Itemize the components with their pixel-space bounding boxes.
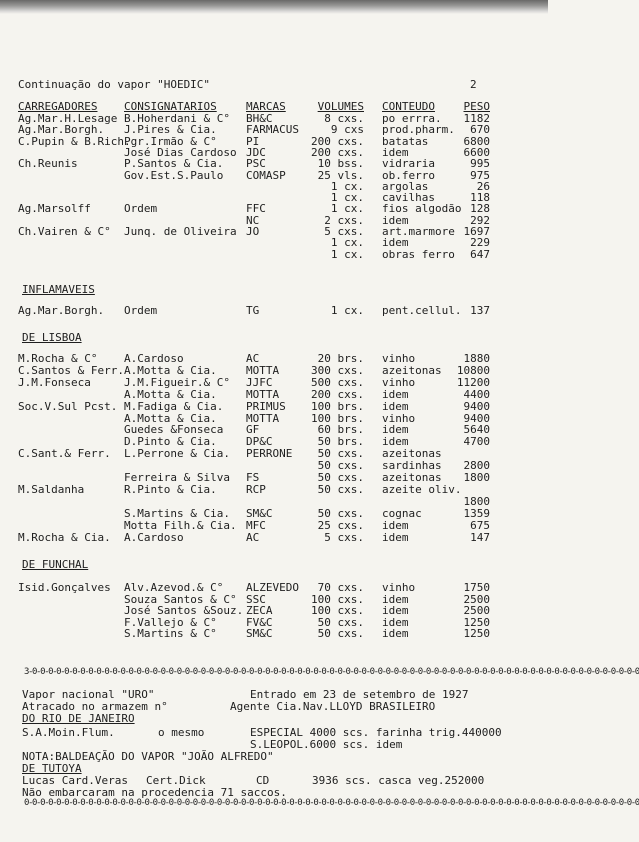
table-row (0, 181, 548, 192)
table-row (0, 508, 548, 519)
footer-lucas-cargo: 3936 scs. casca veg.252000 (312, 774, 485, 787)
cell-consignatario: Souza Santos & C° (124, 592, 237, 606)
cell-conteudo: azeitonas (382, 447, 442, 461)
cell-marca: ZECA (246, 604, 273, 618)
cell-peso: 1359 (463, 506, 490, 520)
cell-carregador: Ch.Reunis (18, 157, 78, 171)
cell-peso: 675 (470, 518, 490, 532)
cell-marca: ALZEVEDO (246, 581, 299, 594)
scan-top-edge (0, 0, 548, 14)
cell-marca: FV&C (246, 615, 273, 629)
cell-volumes: 10 bss. (317, 157, 364, 171)
cell-carregador: C.Sant.& Ferr. (18, 447, 111, 461)
cell-conteudo: idem (382, 213, 409, 227)
table-row (0, 460, 548, 471)
cell-volumes: 50 cxs. (317, 447, 364, 461)
cell-volumes: 1 cx. (330, 191, 364, 205)
cell-peso: 1182 (463, 112, 490, 125)
cell-conteudo: idem (382, 530, 409, 544)
cell-volumes: 1 cx. (330, 202, 364, 216)
cell-consignatario: José Santos &Souz. (124, 604, 244, 618)
table-row (0, 520, 548, 531)
cell-conteudo: cognac (382, 506, 422, 520)
cell-consignatario: P.Santos & Cia. (124, 157, 224, 171)
footer-vapor: Vapor nacional "URO" (22, 688, 155, 701)
cell-volumes: 50 cxs. (317, 471, 364, 484)
cell-conteudo: fios algodão (382, 202, 462, 216)
cell-consignatario: Ordem (124, 202, 158, 216)
cell-conteudo: vinho (382, 375, 416, 389)
table-row (0, 124, 548, 135)
cell-consignatario: B.Hoherdani & C° (124, 112, 230, 125)
cell-consignatario: Guedes &Fonseca (124, 423, 224, 437)
table-row (0, 353, 548, 364)
cell-marca: PRIMUS (246, 399, 286, 413)
cell-volumes: 25 vls. (317, 168, 364, 182)
cell-conteudo: ob.ferro (382, 168, 435, 182)
cell-conteudo: azeitonas (382, 363, 442, 377)
cell-peso: 292 (470, 213, 490, 227)
cell-volumes: 1 cx. (330, 236, 364, 250)
cell-conteudo: idem (382, 518, 409, 532)
column-headers (0, 101, 548, 112)
table-row (0, 617, 548, 628)
cell-conteudo: azeite oliv. (382, 482, 462, 496)
cell-volumes: 5 cxs. (324, 225, 364, 238)
cell-peso: 2500 (463, 604, 490, 618)
table-row (0, 147, 548, 158)
table-row (0, 203, 548, 214)
cell-carregador: J.M.Fonseca (18, 375, 91, 389)
cell-conteudo: idem (382, 435, 409, 449)
cell-peso: 9400 (463, 411, 490, 425)
cell-marca: AC (246, 530, 260, 544)
cell-consignatario: S.Martins & Cia. (124, 506, 230, 520)
cell-marca: DP&C (246, 435, 273, 449)
cell-peso: 1800 (463, 471, 490, 484)
cell-conteudo: vinho (382, 411, 416, 425)
cell-carregador: M.Rocha & C° (18, 352, 98, 365)
cell-marca: MOTTA (246, 363, 280, 377)
footer-cargo-2: S.LEOPOL.6000 scs. idem (250, 738, 403, 751)
cell-conteudo: sardinhas (382, 459, 442, 473)
footer-origem: DO RIO DE JANEIRO (22, 712, 135, 725)
cell-consignatario: A.Cardoso (124, 530, 184, 544)
cell-conteudo: idem (382, 145, 409, 159)
table-row (0, 377, 548, 388)
col-header-consignatarios: CONSIGNATARIOS (124, 100, 217, 113)
section-title-inflamaveis: INFLAMAVEIS (22, 283, 95, 296)
cell-volumes: 25 cxs. (317, 518, 364, 532)
col-header-marcas: MARCAS (246, 100, 286, 113)
cell-peso: 2500 (463, 592, 490, 606)
cell-marca: JO (246, 225, 260, 238)
cell-peso: 128 (470, 202, 490, 216)
footer-lucas-consignee: Cert.Dick (146, 774, 206, 787)
footer-lucas-shipper: Lucas Card.Veras (22, 774, 128, 787)
cell-conteudo: vinho (382, 581, 416, 594)
cell-volumes: 100 cxs. (311, 592, 364, 606)
cell-peso: 4400 (463, 387, 490, 401)
cell-peso: 10800 (456, 363, 490, 377)
table-row (0, 582, 548, 593)
footer-nota: NOTA:BALDEAÇÃO DO VAPOR "JOÃO ALFREDO" (22, 750, 274, 763)
cell-carregador: M.Rocha & Cia. (18, 530, 111, 544)
document-title: Continuação do vapor "HOEDIC" (18, 78, 211, 91)
footer-agente: Agente Cia.Nav.LLOYD BRASILEIRO (230, 700, 436, 713)
cell-volumes: 20 brs. (317, 352, 364, 365)
separator-line-bottom: 0-0-0-0-0-0-0-0-0-0-0-0-0-0-0-0-0-0-0-0-0-0-0-0-0-0-0-0-0-0-0-0-0-0-0-0-0-0-0-0-0-0-0-0-0-0-0-0-0-0-0-0-0-0-0-0-0-0-0-0-0-0-0-0-0-0-0-0-0-0-0-0-0-0-0-0-0 (24, 798, 639, 808)
cell-consignatario: Motta Filh.& Cia. (124, 518, 237, 532)
cell-peso: 118 (470, 191, 490, 205)
cell-peso: 9400 (463, 399, 490, 413)
cell-volumes: 9 cxs (330, 123, 364, 137)
cell-marca: FARMACUS (246, 123, 299, 137)
cell-consignatario: L.Perrone & Cia. (124, 447, 230, 461)
cell-volumes: 60 brs. (317, 423, 364, 437)
cell-marca: PI (246, 134, 260, 148)
cell-marca: PERRONE (246, 447, 293, 461)
cell-volumes: 200 cxs. (311, 145, 364, 159)
cell-marca: JDC (246, 145, 266, 159)
table-row (0, 424, 548, 435)
footer-atracado: Atracado no armazem n° (22, 700, 168, 713)
table-row (0, 605, 548, 616)
table-row (0, 436, 548, 447)
cell-conteudo: idem (382, 236, 409, 250)
cell-marca: MOTTA (246, 387, 280, 401)
cell-volumes: 2 cxs. (324, 213, 364, 227)
table-row (0, 594, 548, 605)
cell-volumes: 200 cxs. (311, 134, 364, 148)
cell-carregador: Ch.Vairen & C° (18, 225, 111, 238)
page-number: 2 (470, 78, 477, 91)
cell-volumes: 100 brs. (311, 399, 364, 413)
cell-peso: 1880 (463, 352, 490, 365)
table-row (0, 170, 548, 181)
cell-peso: 647 (470, 247, 490, 261)
cell-volumes: 50 cxs. (317, 482, 364, 496)
cell-peso: 1250 (463, 627, 490, 641)
cell-consignatario: A.Motta & Cia. (124, 411, 217, 425)
cell-marca: TG (246, 304, 260, 317)
cell-volumes: 50 cxs. (317, 506, 364, 520)
table-row (0, 158, 548, 169)
footer-lucas-marca: CD (256, 774, 270, 787)
table-row (0, 365, 548, 376)
cell-volumes: 1 cx. (330, 179, 364, 193)
table-row (0, 226, 548, 237)
footer-cargo-1: ESPECIAL 4000 scs. farinha trig.440000 (250, 726, 502, 739)
cell-conteudo: cavilhas (382, 191, 435, 205)
cell-marca: AC (246, 352, 260, 365)
table-row (0, 448, 548, 459)
cell-marca: FFC (246, 202, 266, 216)
cell-peso: 2800 (463, 459, 490, 473)
cell-peso: 1250 (463, 615, 490, 629)
cell-volumes: 300 cxs. (311, 363, 364, 377)
cell-volumes: 200 cxs. (311, 387, 364, 401)
cell-conteudo: pent.cellul. (382, 304, 462, 317)
cell-peso: 975 (470, 168, 490, 182)
table-row (0, 389, 548, 400)
cell-consignatario: F.Vallejo & C° (124, 615, 217, 629)
cell-marca: MFC (246, 518, 266, 532)
section-title-funchal: DE FUNCHAL (22, 558, 89, 571)
cell-peso: 1697 (463, 225, 490, 238)
footer-entrada: Entrado em 23 de setembro de 1927 (250, 688, 469, 701)
cell-conteudo: idem (382, 615, 409, 629)
cell-peso: 6800 (463, 134, 490, 148)
cell-volumes: 50 cxs. (317, 459, 364, 473)
cell-consignatario: A.Motta & Cia. (124, 387, 217, 401)
cell-marca: COMASP (246, 168, 286, 182)
table-row (0, 305, 548, 316)
cell-volumes: 50 cxs. (317, 627, 364, 641)
footer-shipper-1: S.A.Moin.Flum. (22, 726, 115, 739)
table-row (0, 484, 548, 495)
cell-consignatario: A.Motta & Cia. (124, 363, 217, 377)
cell-volumes: 50 brs. (317, 435, 364, 449)
cell-peso: 11200 (456, 375, 490, 389)
cell-carregador: Ag.Mar.Borgh. (18, 123, 105, 137)
cell-consignatario: José Dias Cardoso (124, 145, 237, 159)
table-row (0, 496, 548, 507)
cell-peso: 1800 (463, 494, 490, 508)
cell-consignatario: Pgr.Irmão & C° (124, 134, 217, 148)
cell-conteudo: vidraria (382, 157, 435, 171)
cell-carregador: Ag.Mar.H.Lesage (18, 112, 118, 125)
cell-consignatario: Ordem (124, 304, 158, 317)
cell-marca: BH&C (246, 112, 273, 125)
cell-consignatario: D.Pinto & Cia. (124, 435, 217, 449)
cell-conteudo: idem (382, 423, 409, 437)
cell-consignatario: Junq. de Oliveira (124, 225, 237, 238)
cell-consignatario: Alv.Azevod.& C° (124, 581, 224, 594)
cell-volumes: 100 cxs. (311, 604, 364, 618)
cell-marca: NC (246, 213, 260, 227)
cell-conteudo: po errra. (382, 112, 442, 125)
cell-peso: 4700 (463, 435, 490, 449)
cell-peso: 147 (470, 530, 490, 544)
cell-conteudo: prod.pharm. (382, 123, 455, 137)
cell-volumes: 70 cxs. (317, 581, 364, 594)
cell-volumes: 8 cxs. (324, 112, 364, 125)
table-row (0, 237, 548, 248)
cell-peso: 137 (470, 304, 490, 317)
cell-consignatario: S.Martins & C° (124, 627, 217, 641)
cell-marca: MOTTA (246, 411, 280, 425)
cell-marca: SM&C (246, 506, 273, 520)
cell-marca: SM&C (246, 627, 273, 641)
table-row (0, 401, 548, 412)
cell-marca: PSC (246, 157, 266, 171)
cell-consignatario: A.Cardoso (124, 352, 184, 365)
cell-carregador: M.Saldanha (18, 482, 85, 496)
cell-consignatario: R.Pinto & Cia. (124, 482, 217, 496)
cell-conteudo: art.marmore (382, 225, 455, 238)
cell-volumes: 50 cxs. (317, 615, 364, 629)
cell-peso: 5640 (463, 423, 490, 437)
footer-tutoya: DE TUTOYA (22, 762, 82, 775)
cell-consignatario: J.Pires & Cia. (124, 123, 217, 137)
cell-carregador: Ag.Mar.Borgh. (18, 304, 105, 317)
table-row (0, 628, 548, 639)
col-header-volumes: VOLUMES (317, 100, 364, 113)
cell-peso: 995 (470, 157, 490, 171)
cell-carregador: C.Pupin & B.Rich. (18, 134, 131, 148)
cell-carregador: Isid.Gonçalves (18, 581, 111, 594)
cell-consignatario: Ferreira & Silva (124, 471, 230, 484)
cell-marca: FS (246, 471, 260, 484)
cell-volumes: 1 cx. (330, 304, 364, 317)
cell-carregador: C.Santos & Ferr. (18, 363, 124, 377)
cell-marca: RCP (246, 482, 266, 496)
cell-volumes: 1 cx. (330, 247, 364, 261)
cell-peso: 229 (470, 236, 490, 250)
cell-marca: GF (246, 423, 260, 437)
table-row (0, 413, 548, 424)
col-header-carregadores: CARREGADORES (18, 100, 98, 113)
cell-marca: JJFC (246, 375, 273, 389)
section-title-lisboa: DE LISBOA (22, 331, 82, 344)
separator-line-top: 3-0-0-0-0-0-0-0-0-0-0-0-0-0-0-0-0-0-0-0-0-0-0-0-0-0-0-0-0-0-0-0-0-0-0-0-0-0-0-0-0-0-0-0-0-0-0-0-0-0-0-0-0-0-0-0-0-0-0-0-0-0-0-0-0-0-0-0-0-0-0-0-0-0-0-0-0 (24, 667, 639, 677)
cell-conteudo: argolas (382, 179, 429, 193)
cell-peso: 26 (476, 179, 490, 193)
cell-conteudo: azeitonas (382, 471, 442, 484)
cell-conteudo: idem (382, 399, 409, 413)
cell-peso: 1750 (463, 581, 490, 594)
cell-conteudo: batatas (382, 134, 429, 148)
col-header-peso: PESO (463, 100, 490, 113)
footer-consignee-1: o mesmo (158, 726, 205, 739)
cell-consignatario: Gov.Est.S.Paulo (124, 168, 224, 182)
cell-conteudo: vinho (382, 352, 416, 365)
cell-conteudo: idem (382, 592, 409, 606)
table-row (0, 472, 548, 483)
cell-consignatario: M.Fadiga & Cia. (124, 399, 224, 413)
cell-marca: SSC (246, 592, 266, 606)
cell-conteudo: idem (382, 627, 409, 641)
table-row (0, 136, 548, 147)
cell-volumes: 100 brs. (311, 411, 364, 425)
cell-carregador: Soc.V.Sul Pcst. (18, 399, 118, 413)
cell-conteudo: obras ferro (382, 247, 455, 261)
cell-peso: 670 (470, 123, 490, 137)
cell-conteudo: idem (382, 387, 409, 401)
cell-peso: 6600 (463, 145, 490, 159)
table-row (0, 249, 548, 260)
footer-nao-embarcaram: Não embarcaram na procedencia 71 saccos. (22, 786, 287, 799)
cell-carregador: Ag.Marsolff (18, 202, 91, 216)
col-header-conteudo: CONTEUDO (382, 100, 435, 113)
cell-volumes: 500 cxs. (311, 375, 364, 389)
cell-consignatario: J.M.Figueir.& C° (124, 375, 230, 389)
cell-conteudo: idem (382, 604, 409, 618)
cell-volumes: 5 cxs. (324, 530, 364, 544)
table-row (0, 532, 548, 543)
